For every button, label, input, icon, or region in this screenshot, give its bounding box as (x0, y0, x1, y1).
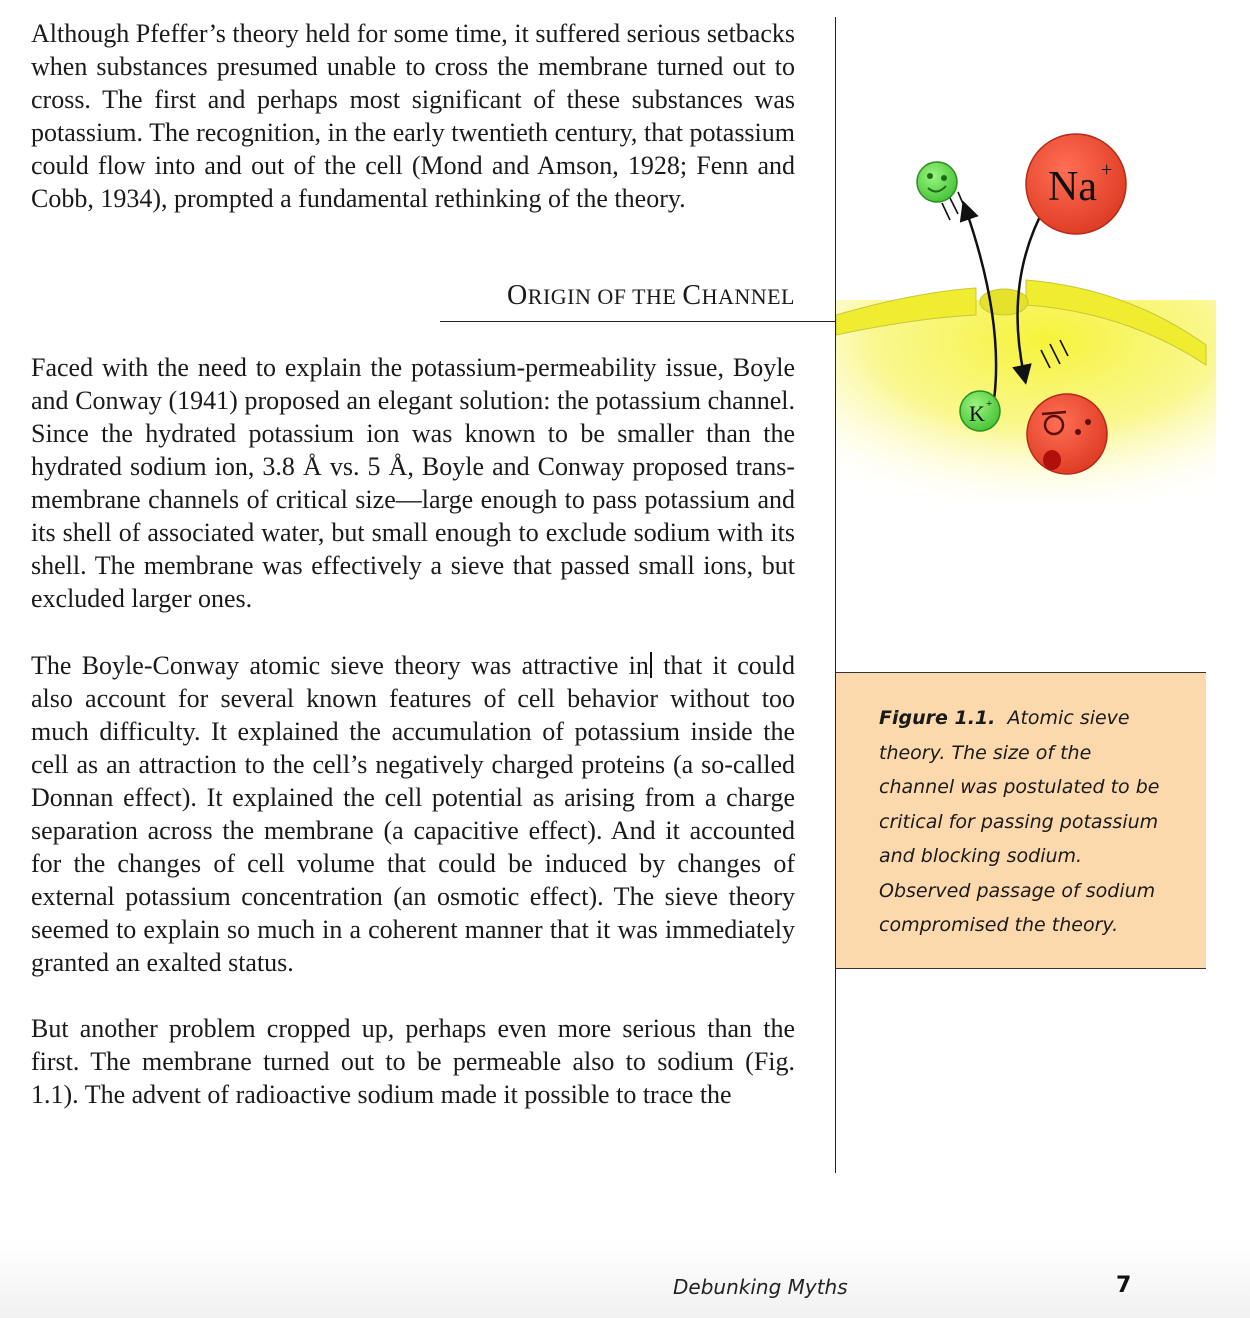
heading-part-1: RIGIN OF THE (527, 284, 683, 309)
figure-caption-label: Figure 1.1. (879, 707, 996, 729)
footer-band (0, 1240, 1250, 1318)
paragraph-2-text: Faced with the need to explain the potassium-permeability issue, Boyle and Conway (1941) proposed an elegant solution: the potassium channel. Since the hydrated potassium ion was known to be smaller than the hydrated sodium ion, 3.8 Å vs. 5 Å, Boyle and Conway proposed transmembrane channels of critical size—large enough to pass potassium and its shell of associated water, but small enough to exclude sodium with its shell. The membrane was effectively a sieve that passed small ions, but excluded larger ones. (31, 353, 795, 613)
paragraph-1 (31, 17, 795, 215)
paragraph-4-text: But another problem cropped up, perhaps even more serious than the first. The membrane turned out to be permeable also to sodium (Fig. 1.1). The advent of radioactive sodium made it possible to trace the (31, 1014, 795, 1109)
figure-caption-text: Atomic sieve theory. The size of the channel was postulated to be critical for passing potassium and blocking sodium. Observed passage of sodium compromised the theory. (879, 707, 1160, 936)
potassium-ion-bottom (960, 391, 1000, 431)
footer-title: Debunking Myths (673, 1275, 848, 1299)
paragraph-3-text-after-cursor: that it could also account for several known features of cell behavior without too much difficulty. It explained the accumulation of potassium inside the cell as an attraction to the cell’s negatively charged proteins (a so-called Donnan effect). It explained the cell potential as arising from a charge separation across the membrane (a capacitive effect). And it accounted for the changes of cell volume that could be induced by changes of external potassium concentration (an osmotic effect). The sieve theory seemed to explain so much in a coherent manner that it was immediately granted an exalted status. (31, 651, 795, 977)
heading-rule (440, 321, 836, 322)
heading-part-2: HANNEL (701, 284, 795, 309)
paragraph-3[interactable] (31, 649, 795, 979)
paragraph-3-text[interactable] (31, 649, 795, 979)
section-heading (507, 280, 795, 312)
paragraph-2 (31, 351, 795, 615)
figure-caption-box (836, 672, 1206, 969)
sodium-ion-top (1026, 134, 1126, 234)
paragraph-3-text-before-cursor: The Boyle-Conway atomic sieve theory was attractive in (31, 651, 649, 680)
figure-caption (879, 701, 1169, 943)
text-cursor (650, 652, 652, 678)
page-number: 7 (1116, 1273, 1132, 1298)
paragraph-1-text: Although Pfeffer’s theory held for some time, it suffered serious setbacks when substances presumed unable to cross the membrane turned out to cross. The first and perhaps most significant of these substances was potassium. The recognition, in the early twentieth century, that potassium could flow into and out of the cell (Mond and Amson, 1928; Fenn and Cobb, 1934), prompted a fundamental rethinking of the theory. (31, 19, 795, 213)
potassium-charge: + (986, 398, 993, 410)
sodium-label: Na (1048, 164, 1097, 210)
heading-initial-o: O (507, 280, 528, 311)
sodium-charge: + (1101, 159, 1113, 181)
channel-pore (980, 289, 1028, 315)
figure-atomic-sieve (836, 120, 1216, 500)
potassium-label: K (969, 401, 985, 426)
heading-initial-c: C (682, 280, 702, 311)
potassium-ion-top (917, 162, 957, 202)
sodium-ion-bottom (1027, 394, 1107, 474)
paragraph-4 (31, 1012, 795, 1111)
